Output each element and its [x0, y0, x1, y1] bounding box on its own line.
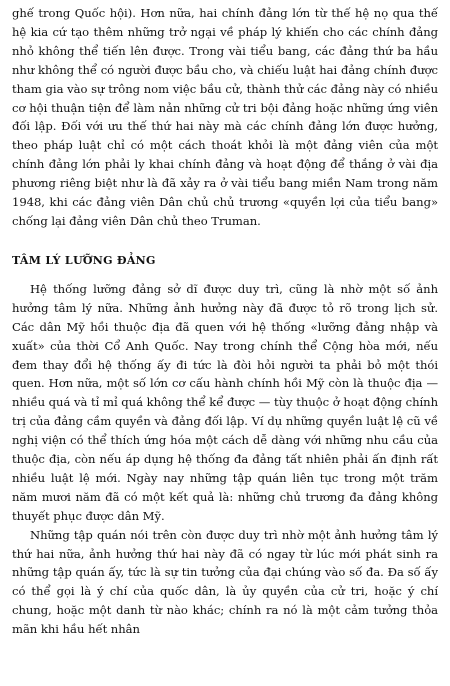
section-heading: TÂM LÝ LƯỠNG ĐẢNG: [12, 253, 156, 267]
paragraph-continued: ghế trong Quốc hội). Hơn nữa, hai chính đảng lớn từ thế hệ nọ qua thế hệ kia cứ tạo thêm những trở ngại về pháp lý khiến cho các chính đảng nhỏ không thể tiến lên được. Trong vài tiểu bang, các đảng thứ ba hầu như không thể có người được bầu cho, và chiếu luật hai đảng chính được tham gia vào sự trông nom việc bầu cử, thành thử các đảng này có nhiều cơ hội thuận tiện để làm nản những cử tri bội đảng hoặc những ứng viên đối lập. Đối với ưu thế thứ hai này mà các chính đảng lớn được hưởng, theo pháp luật chỉ có một cách thoát khỏi là một đảng viên của một chính đảng lớn phải ly khai chính đảng và hoạt động để thắng ở vài địa phương riêng biệt như là đã xảy ra ở vài tiểu bang miền Nam trong năm 1948, khi các đảng viên Dân chủ chủ trương «quyền lợi của tiểu bang» chống lại đảng viên Dân chủ theo Truman.: [12, 6, 438, 228]
paragraph-psychology-1: Hệ thống lưỡng đảng sở dĩ được duy trì, cũng là nhờ một số ảnh hưởng tâm lý nữa. Những ảnh hưởng này đã được tỏ rõ trong lịch sử. Các dân Mỹ hồi thuộc địa đã quen với hệ thống «lưỡng đảng nhập và xuất» của thời Cổ Anh Quốc. Nay trong chính thể Cộng hòa mới, nếu đem thay đổi hệ thống ấy đi tức là đòi hỏi người ta phải bỏ một thói quen. Hơn nữa, một số lớn cơ cấu hành chính hồi Mỹ còn là thuộc địa — nhiều quá và tỉ mỉ quá không thể kể được — tùy thuộc ở hoạt động chính trị của đảng cầm quyền và đảng đối lập. Ví dụ những quyền luật lệ cũ về nghị viện có thể thích ứng hóa một cách dễ dàng với những nhu cầu của thuộc địa, còn nếu áp dụng hệ thống đa đảng tất nhiên phải ấn định rất nhiều luật lệ mới. Ngày nay những tập quán liên tục trong một trăm năm mươi năm đã có một kết quả là: những chủ trương đa đảng không thuyết phục được dân Mỹ.: [12, 281, 438, 523]
paragraph-psychology-2: Những tập quán nói trên còn được duy trì nhờ một ảnh hưởng tâm lý thứ hai nữa, ảnh hưởng thứ hai này đã có ngay từ lúc mới phát sinh ra những tập quán ấy, tức là sự tin tưởng của đại chúng vào số đa. Đa số ấy có thể gọi là ý chí của quốc dân, là ủy quyền của cử tri, hoặc ý chí chung, hoặc một danh từ nào khác; chính ra nó là một cảm tưởng thỏa mãn khi hầu hết nhân: [12, 527, 438, 637]
